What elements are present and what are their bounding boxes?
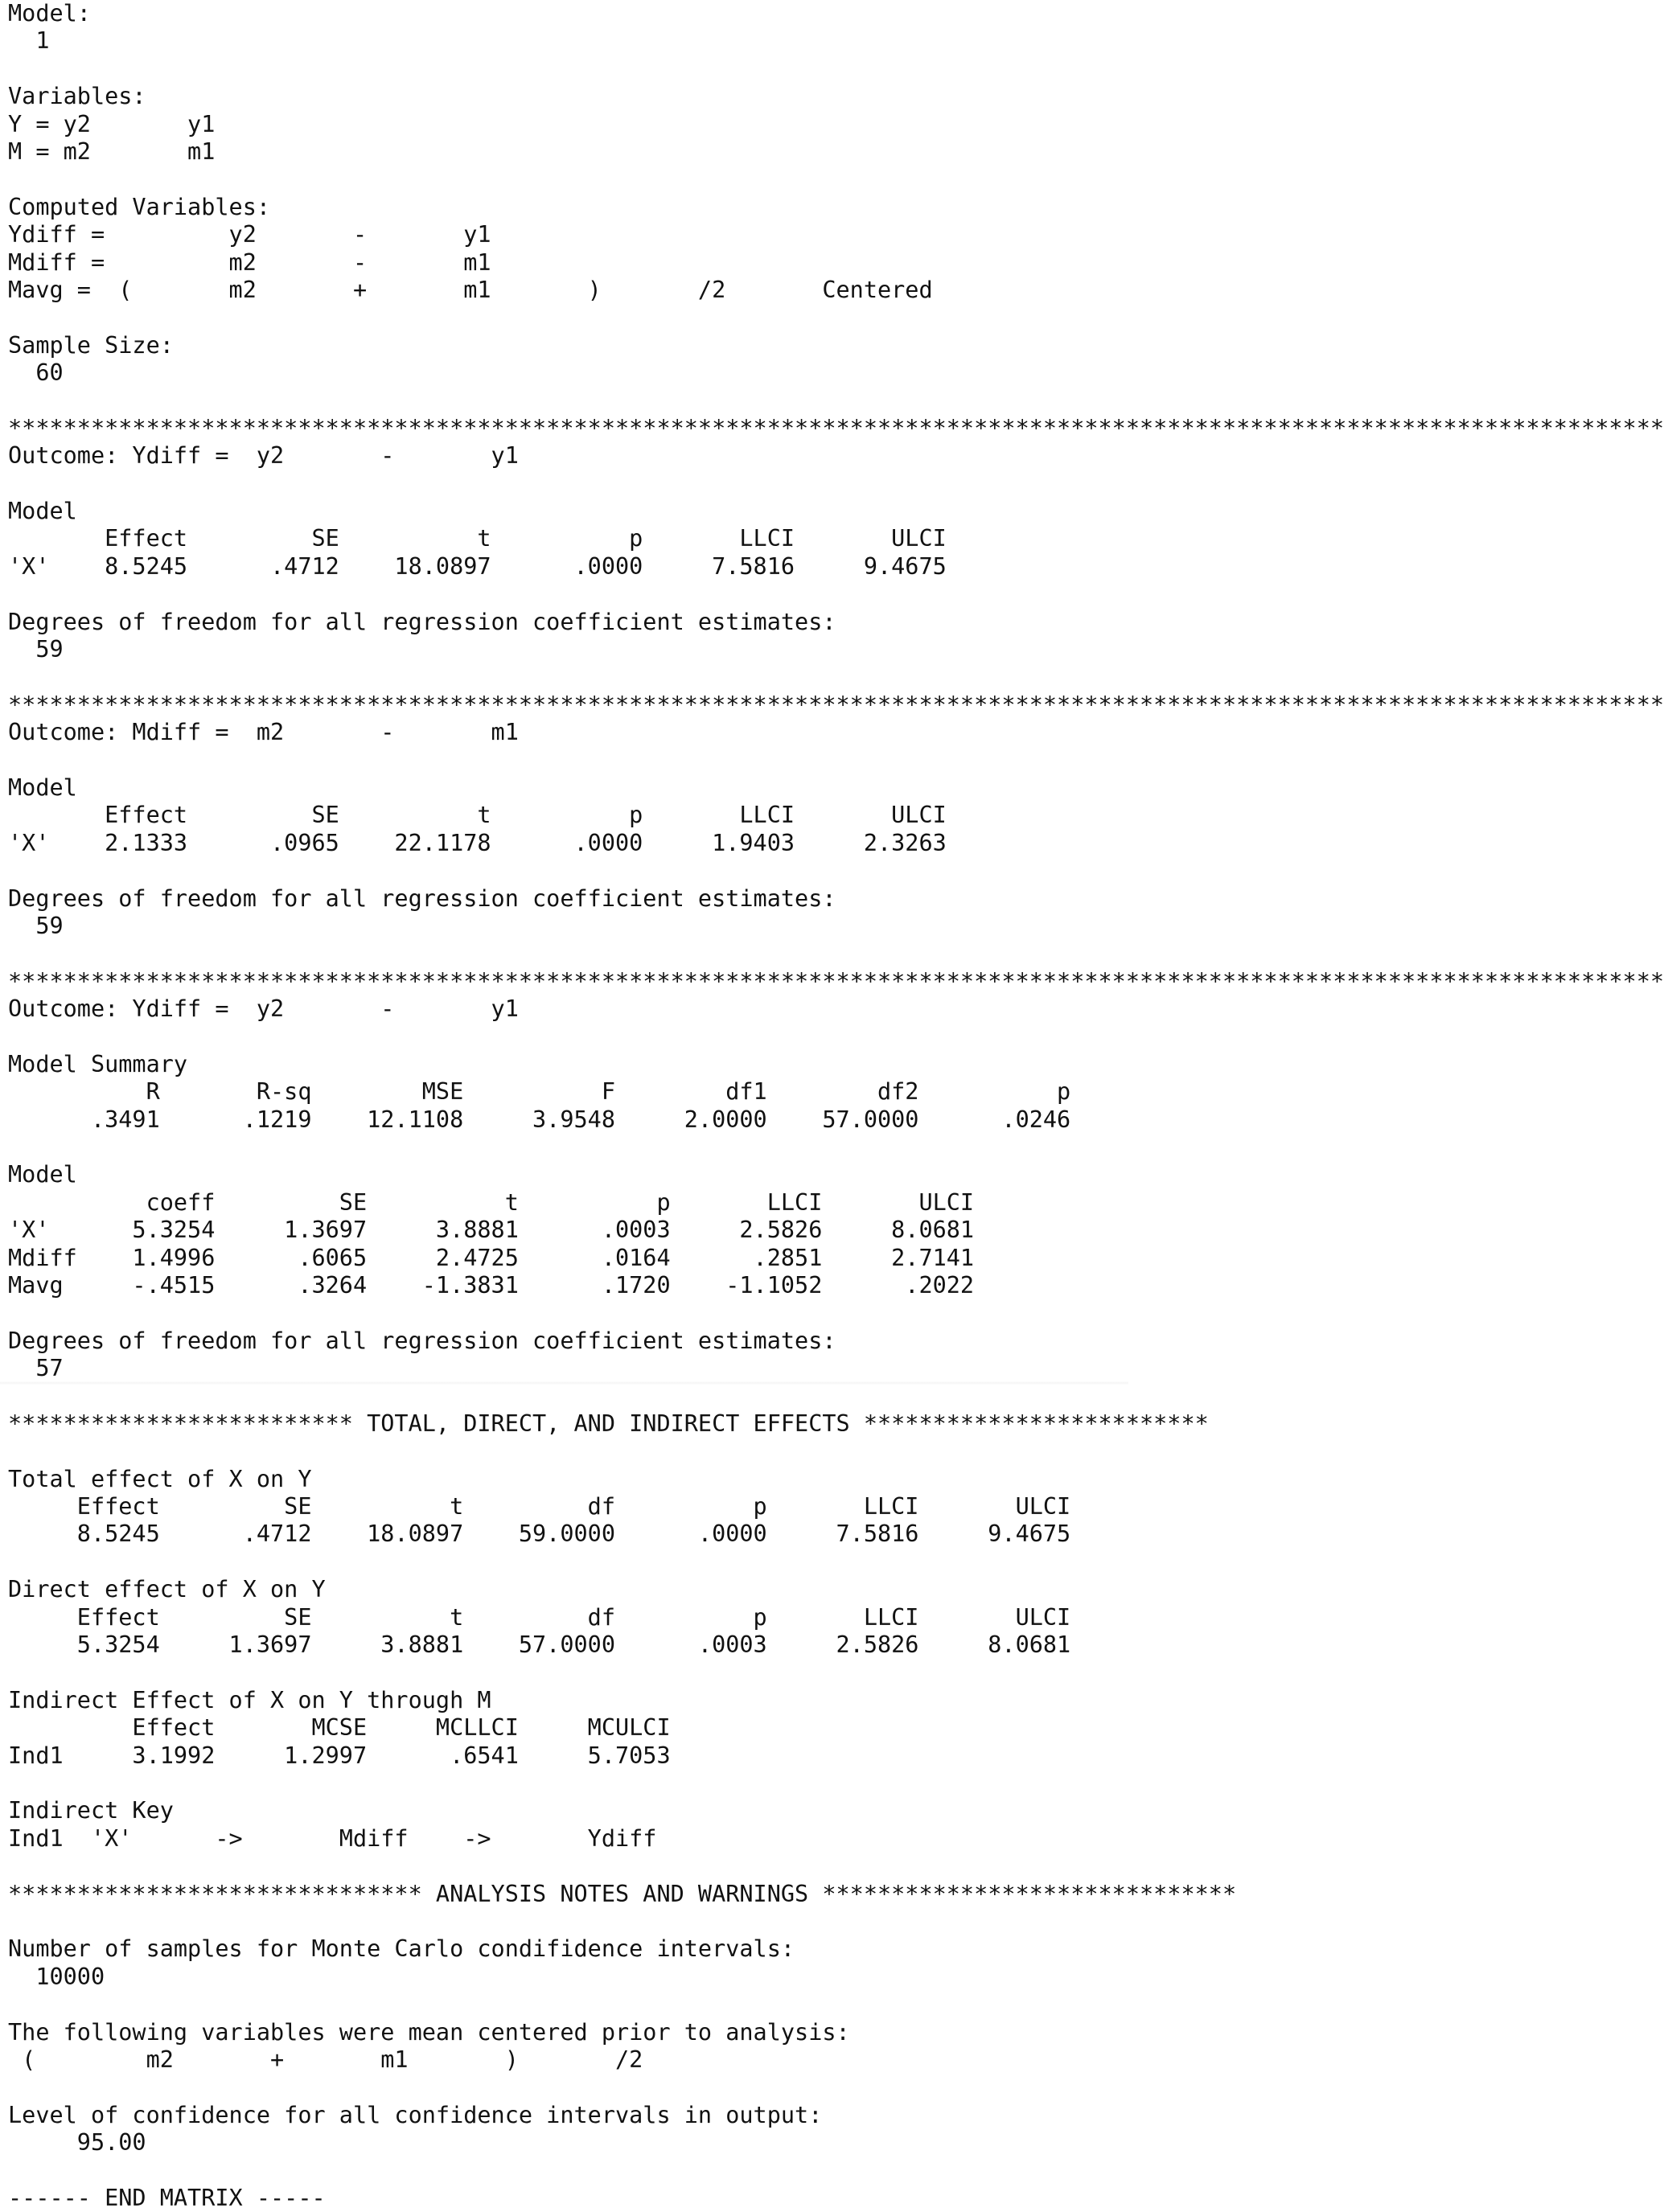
blank-line: [8, 1438, 1128, 1465]
output-line: Model: [8, 1161, 77, 1188]
blank-line: [8, 1770, 1128, 1797]
output-line: Total effect of X on Y: [8, 1465, 312, 1492]
output-line: ------ END MATRIX -----: [8, 2184, 326, 2211]
output-line: Model: [8, 498, 77, 525]
blank-line: [8, 2157, 1128, 2184]
output-line: Effect SE t df p LLCI ULCI: [8, 1603, 1071, 1631]
output-line: Outcome: Mdiff = m2 - m1: [8, 719, 519, 746]
output-line: 59: [8, 635, 64, 663]
blank-line: [8, 1023, 1128, 1050]
blank-line: [8, 857, 1128, 884]
blank-line: [8, 1853, 1128, 1880]
blank-line: [8, 1549, 1128, 1576]
blank-line: [8, 55, 1128, 83]
output-line: 'X' 2.1333 .0965 22.1178 .0000 1.9403 2.3263: [8, 829, 947, 856]
blank-line: [8, 581, 1128, 608]
output-line: Level of confidence for all confidence intervals in output:: [8, 2101, 823, 2128]
output-line: Effect SE t p LLCI ULCI: [8, 802, 947, 829]
output-line: Ind1 'X' -> Mdiff -> Ydiff: [8, 1824, 657, 1852]
output-line: Direct effect of X on Y: [8, 1576, 326, 1603]
output-line: Outcome: Ydiff = y2 - y1: [8, 442, 519, 470]
output-line: 1: [8, 27, 50, 55]
blank-line: [8, 1134, 1128, 1161]
blank-line: [8, 747, 1128, 774]
output-line: Mavg = ( m2 + m1 ) /2 Centered: [8, 276, 933, 303]
output-line: 'X' 5.3254 1.3697 3.8881 .0003 2.5826 8.0681: [8, 1217, 975, 1244]
section-banner: ************************* TOTAL, DIRECT, AND INDIRECT EFFECTS *************************: [8, 1410, 1209, 1437]
console-output: [8, 0, 1664, 2212]
output-line: Indirect Effect of X on Y through M: [8, 1686, 491, 1713]
separator-stars: ************************************************************************************************************************: [8, 967, 1664, 995]
blank-line: [8, 166, 1128, 193]
blank-line: [8, 1908, 1128, 1935]
blank-line: [8, 1299, 1128, 1327]
blank-line: [8, 304, 1128, 331]
output-line: Model Summary: [8, 1050, 188, 1077]
blank-line: [8, 1659, 1128, 1686]
section-banner: ****************************** ANALYSIS NOTES AND WARNINGS ******************************: [8, 1880, 1237, 1907]
output-line: Mdiff 1.4996 .6065 2.4725 .0164 .2851 2.7141: [8, 1244, 975, 1271]
output-line: Effect MCSE MCLLCI MCULCI: [8, 1714, 671, 1742]
output-line: Effect SE t p LLCI ULCI: [8, 525, 947, 552]
output-line: Indirect Key: [8, 1797, 174, 1824]
blank-line: [8, 1991, 1128, 2018]
separator-stars: ************************************************************************************************************************: [8, 691, 1664, 718]
output-line: Degrees of freedom for all regression coefficient estimates:: [8, 884, 836, 912]
output-line: Ydiff = y2 - y1: [8, 221, 491, 248]
output-line: Computed Variables:: [8, 193, 271, 220]
output-line: Mdiff = m2 - m1: [8, 248, 491, 276]
output-line: Number of samples for Monte Carlo condifidence intervals:: [8, 1935, 795, 1963]
output-line: Effect SE t df p LLCI ULCI: [8, 1493, 1071, 1520]
output-line: R R-sq MSE F df1 df2 p: [8, 1078, 1071, 1106]
output-line: Model:: [8, 0, 91, 27]
blank-line: [8, 940, 1128, 967]
output-line: Ind1 3.1992 1.2997 .6541 5.7053: [8, 1742, 671, 1769]
blank-line: [8, 387, 1128, 414]
output-line: coeff SE t p LLCI ULCI: [8, 1188, 975, 1216]
output-line: 8.5245 .4712 18.0897 59.0000 .0000 7.5816 9.4675: [8, 1520, 1071, 1548]
output-line: Degrees of freedom for all regression coefficient estimates:: [8, 1327, 836, 1354]
output-line: 60: [8, 359, 64, 387]
screenshot-seam: [0, 1381, 1128, 1385]
output-line: 5.3254 1.3697 3.8881 57.0000 .0003 2.5826 8.0681: [8, 1631, 1071, 1659]
blank-line: [8, 470, 1128, 498]
blank-line: [8, 663, 1128, 691]
output-line: Model: [8, 774, 77, 801]
output-line: The following variables were mean centered prior to analysis:: [8, 2018, 850, 2046]
output-line: ( m2 + m1 ) /2: [8, 2046, 643, 2073]
output-line: 59: [8, 912, 64, 939]
output-line: Degrees of freedom for all regression coefficient estimates:: [8, 608, 836, 635]
output-line: Variables:: [8, 83, 146, 110]
output-line: 57: [8, 1355, 64, 1382]
output-line: Outcome: Ydiff = y2 - y1: [8, 995, 519, 1023]
blank-line: [8, 1383, 1128, 1410]
separator-stars: ************************************************************************************************************************: [8, 414, 1664, 441]
output-line: Sample Size:: [8, 331, 174, 359]
output-line: .3491 .1219 12.1108 3.9548 2.0000 57.0000 .0246: [8, 1106, 1071, 1133]
output-line: 10000: [8, 1963, 105, 1990]
output-line: Y = y2 y1: [8, 110, 216, 137]
blank-line: [8, 2074, 1128, 2101]
output-line: 'X' 8.5245 .4712 18.0897 .0000 7.5816 9.4675: [8, 552, 947, 580]
output-line: M = m2 m1: [8, 137, 216, 165]
output-line: 95.00: [8, 2129, 146, 2157]
output-line: Mavg -.4515 .3264 -1.3831 .1720 -1.1052 .2022: [8, 1271, 975, 1299]
